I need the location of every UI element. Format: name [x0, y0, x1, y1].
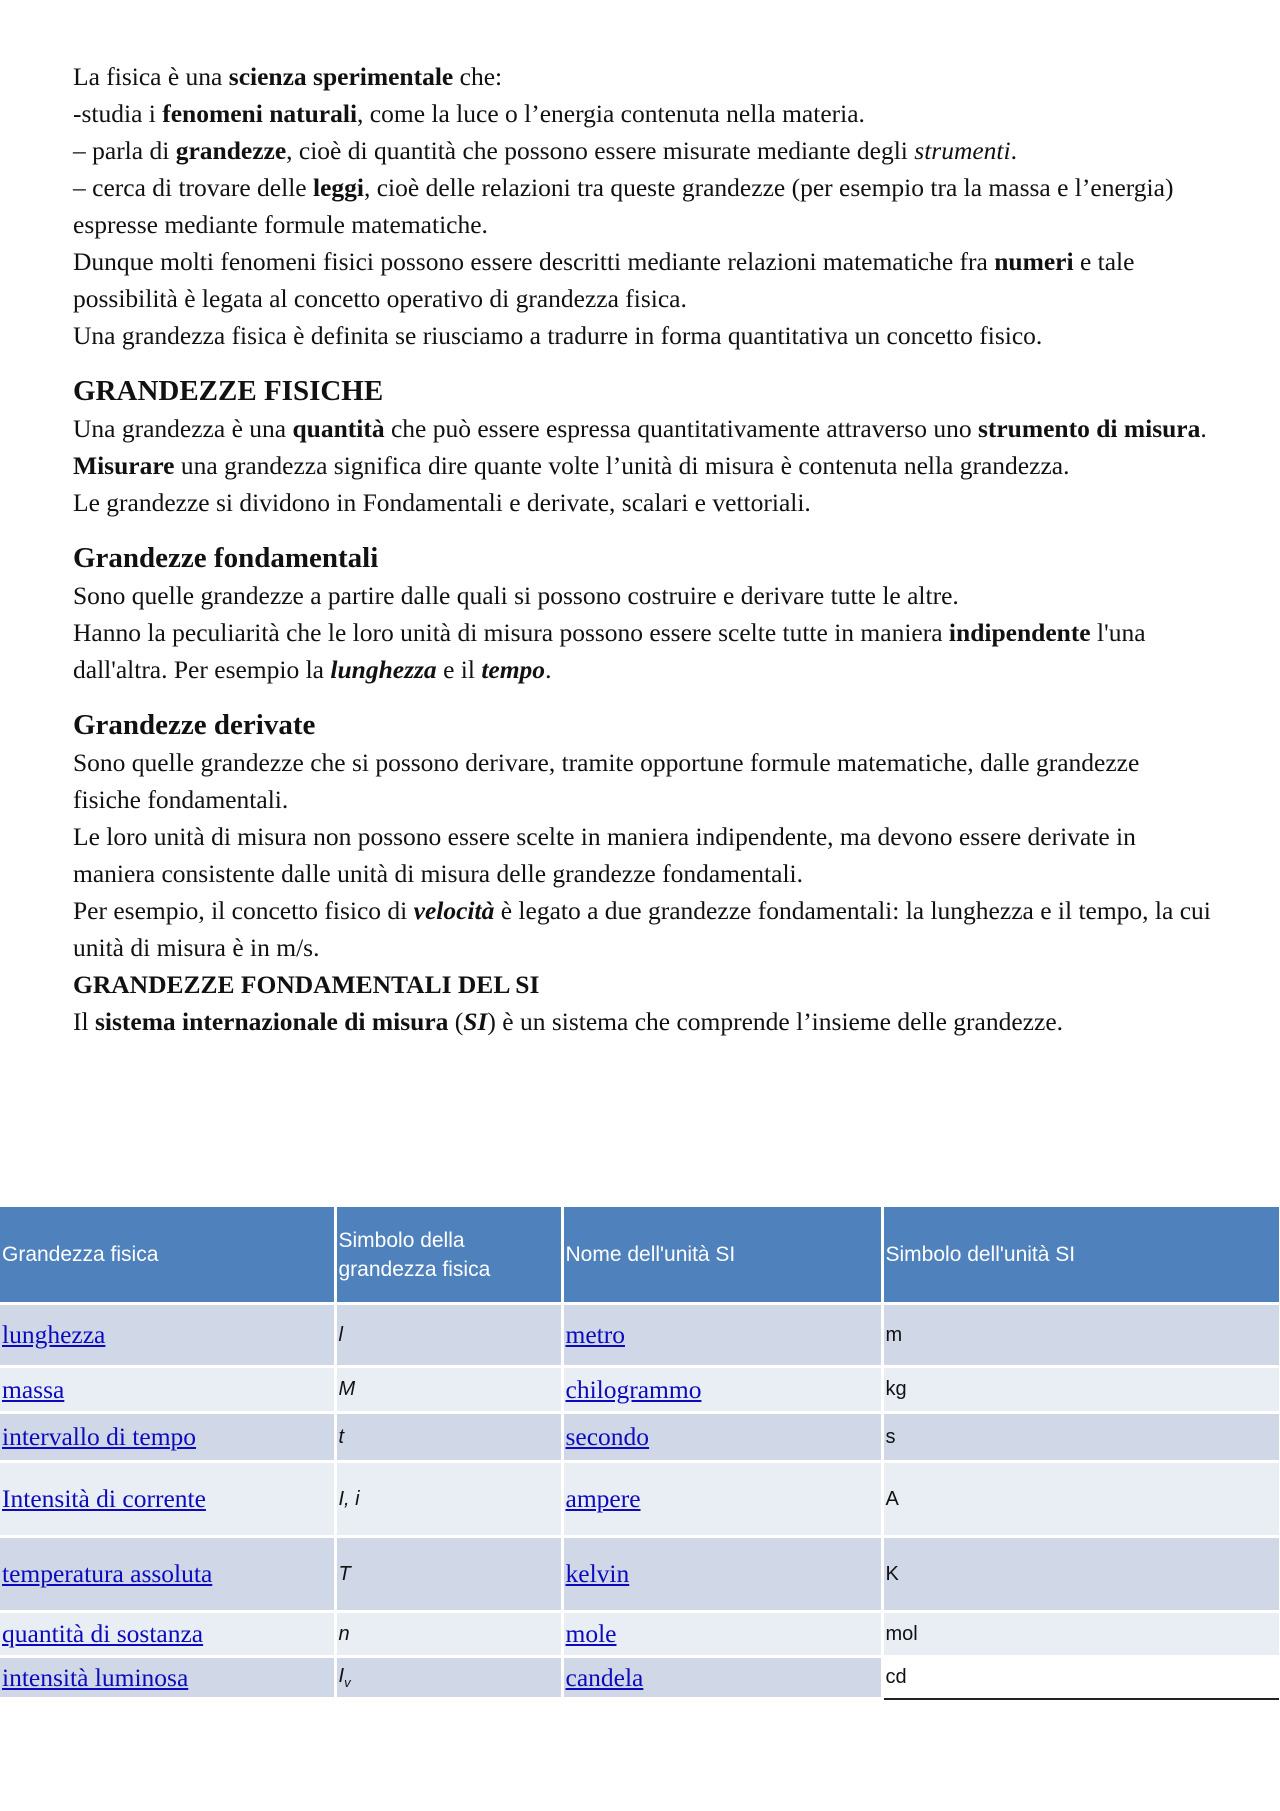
table-row [0, 1413, 1280, 1462]
der-paragraph-2: Le loro unità di misura non possono essere scelte in maniera indipendente, ma devono essere derivate in maniera consistente dalle unità di misura delle grandezze fondamentali. [73, 822, 1136, 888]
quantity-link[interactable]: massa [0, 1367, 335, 1413]
heading-grandezze-derivate: Grandezze derivate [73, 709, 316, 741]
unit-link[interactable]: ampere [562, 1462, 882, 1537]
quantity-symbol: $I_v$ [335, 1657, 562, 1699]
heading-grandezze-fondamentali-si: GRANDEZZE FONDAMENTALI DEL SI [73, 970, 540, 999]
quantity-link[interactable]: intensità luminosa [0, 1657, 335, 1699]
intro-line-6: Una grandezza fisica è definita se riusciamo a tradurre in forma quantitativa un concetto fisico. [73, 321, 1043, 350]
unit-link[interactable]: secondo [562, 1413, 882, 1462]
fond-paragraph-2: Hanno la peculiarità che le loro unità di misura possono essere scelte tutte in maniera indipendente l'una dall'altra. Per esempio la lunghezza e il tempo. [73, 618, 1146, 684]
table-header-row [0, 1207, 1280, 1304]
table-row [0, 1657, 1280, 1699]
unit-symbol: m [882, 1304, 1280, 1367]
fond-paragraph-1: Sono quelle grandezze a partire dalle quali si possono costruire e derivare tutte le altre. [73, 581, 959, 610]
table-row [0, 1367, 1280, 1413]
quantity-link[interactable]: temperatura assoluta [0, 1537, 335, 1612]
quantity-link[interactable]: quantità di sostanza [0, 1612, 335, 1657]
quantity-link[interactable]: Intensità di corrente [0, 1462, 335, 1537]
gf-paragraph-1: Una grandezza è una quantità che può essere espressa quantitativamente attraverso uno strumento di misura. [73, 414, 1207, 443]
gf-paragraph-3: Le grandezze si dividono in Fondamentali e derivate, scalari e vettoriali. [73, 488, 811, 517]
header-grandezza-fisica: Grandezza fisica [0, 1207, 335, 1304]
quantity-symbol: T [335, 1537, 562, 1612]
quantity-symbol: n [335, 1612, 562, 1657]
quantity-symbol: t [335, 1413, 562, 1462]
unit-symbol: mol [882, 1612, 1280, 1657]
table-row [0, 1462, 1280, 1537]
unit-link[interactable]: metro [562, 1304, 882, 1367]
header-simbolo-grandezza: Simbolo della grandezza fisica [335, 1207, 562, 1304]
si-units-table [0, 1207, 1280, 1700]
table-row [0, 1304, 1280, 1367]
unit-link[interactable]: kelvin [562, 1537, 882, 1612]
si-paragraph-1: Il sistema internazionale di misura (SI) è un sistema che comprende l’insieme delle grandezze. [73, 1007, 1064, 1036]
der-paragraph-1: Sono quelle grandezze che si possono derivare, tramite opportune formule matematiche, dalle grandezze fisiche fondamentali. [73, 748, 1140, 814]
intro-line-3: – parla di grandezze, cioè di quantità che possono essere misurate mediante degli strumenti. [73, 136, 1017, 165]
unit-symbol: K [882, 1537, 1280, 1612]
intro-line-5: Dunque molti fenomeni fisici possono essere descritti mediante relazioni matematiche fra numeri e tale possibilità è legata al concetto operativo di grandezza fisica. [73, 247, 1135, 313]
unit-symbol: kg [882, 1367, 1280, 1413]
body-text [73, 58, 1213, 1040]
table-row [0, 1537, 1280, 1612]
gf-paragraph-2: Misurare una grandezza significa dire quante volte l’unità di misura è contenuta nella grandezza. [73, 451, 1070, 480]
unit-symbol: A [882, 1462, 1280, 1537]
unit-symbol: cd [882, 1657, 1280, 1699]
heading-grandezze-fisiche: GRANDEZZE FISICHE [73, 375, 384, 407]
quantity-symbol: l [335, 1304, 562, 1367]
quantity-symbol: I, i [335, 1462, 562, 1537]
table-row [0, 1612, 1280, 1657]
unit-link[interactable]: mole [562, 1612, 882, 1657]
intro-line-4: – cerca di trovare delle leggi, cioè delle relazioni tra queste grandezze (per esempio tra la massa e l’energia) espresse mediante formule matematiche. [73, 173, 1174, 239]
unit-link[interactable]: chilogrammo [562, 1367, 882, 1413]
unit-link[interactable]: candela [562, 1657, 882, 1699]
unit-symbol: s [882, 1413, 1280, 1462]
intro-line-1: La fisica è una scienza sperimentale che: [73, 62, 503, 91]
header-simbolo-unita: Simbolo dell'unità SI [882, 1207, 1280, 1304]
intro-line-2: -studia i fenomeni naturali, come la luce o l’energia contenuta nella materia. [73, 99, 865, 128]
header-nome-unita: Nome dell'unità SI [562, 1207, 882, 1304]
quantity-link[interactable]: lunghezza [0, 1304, 335, 1367]
der-paragraph-3: Per esempio, il concetto fisico di velocità è legato a due grandezze fondamentali: la lunghezza e il tempo, la cui unità di misura è in m/s. [73, 896, 1211, 962]
quantity-link[interactable]: intervallo di tempo [0, 1413, 335, 1462]
quantity-symbol: M [335, 1367, 562, 1413]
heading-grandezze-fondamentali: Grandezze fondamentali [73, 542, 379, 574]
